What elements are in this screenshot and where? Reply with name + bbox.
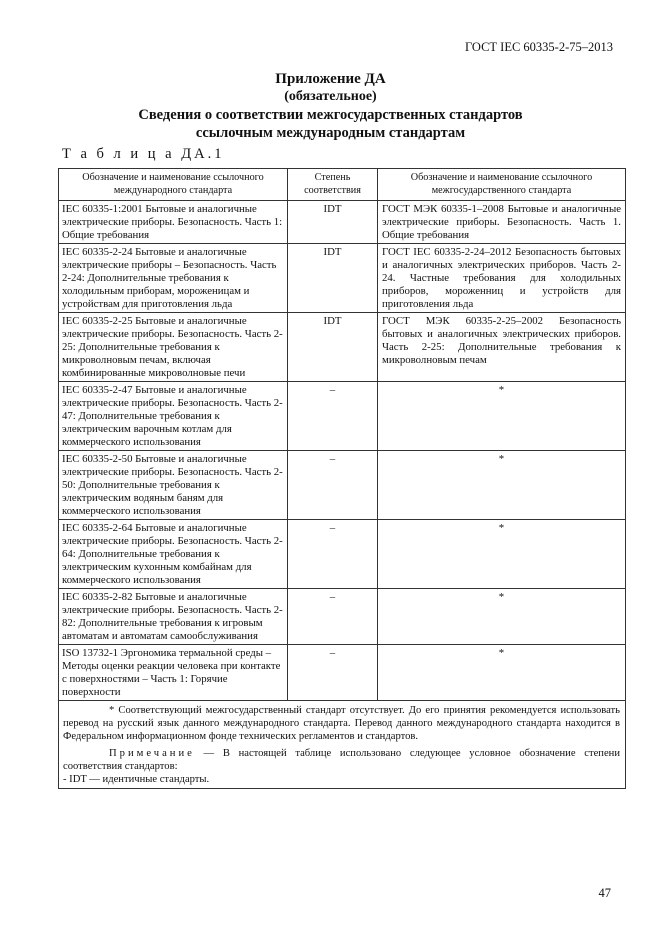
table-row <box>59 313 626 382</box>
degree-cell: – <box>288 520 378 589</box>
column-header-international: Обозначение и наименование ссылочного международного стандарта <box>59 169 288 201</box>
international-standard-cell: IEC 60335-1:2001 Бытовые и аналогичные электрические приборы. Безопасность. Часть 1: Общие требования <box>59 201 288 244</box>
international-standard-cell: IEC 60335-2-25 Бытовые и аналогичные электрические приборы. Безопасность. Часть 2-25: Дополнительные требования к микроволновым печам, включая комбинированные микроволновые печи <box>59 313 288 382</box>
national-standard-cell: * <box>378 645 626 701</box>
page-number: 47 <box>598 886 611 900</box>
column-header-degree: Степень соответствия <box>288 169 378 201</box>
international-standard-cell: IEC 60335-2-24 Бытовые и аналогичные электрические приборы – Безопасность. Часть 2-24: Дополнительные требования к холодильным приборам, мороженицам и устройствам для приготовления льда <box>59 244 288 313</box>
degree-cell: – <box>288 645 378 701</box>
column-header-national: Обозначение и наименование ссылочного межгосударственного стандарта <box>378 169 626 201</box>
annex-status: (обязательное) <box>284 89 377 104</box>
table-row <box>59 244 626 313</box>
national-standard-cell: ГОСТ IEC 60335-2-24–2012 Безопасность бытовых и аналогичных электрических приборов. Часть 2-24. Частные требования для холодильных приборов, мороженниц и устройств для приготовления льда <box>378 244 626 313</box>
degree-cell: – <box>288 382 378 451</box>
degree-cell: – <box>288 589 378 645</box>
table-footer-row <box>59 701 626 789</box>
annex-heading <box>0 70 661 142</box>
annex-subtitle-line2: ссылочным международным стандартам <box>195 125 466 141</box>
table-row <box>59 589 626 645</box>
national-standard-cell: * <box>378 451 626 520</box>
international-standard-cell: IEC 60335-2-50 Бытовые и аналогичные электрические приборы. Безопасность. Часть 2-50: Дополнительные требования к электрическим водяным баням для коммерческого использования <box>59 451 288 520</box>
table-row <box>59 520 626 589</box>
table-label: Т а б л и ц а ДА.1 <box>62 146 225 162</box>
table-row <box>59 451 626 520</box>
national-standard-cell: * <box>378 382 626 451</box>
international-standard-cell: IEC 60335-2-47 Бытовые и аналогичные электрические приборы. Безопасность. Часть 2-47: Дополнительные требования к электрическим варочным котлам для коммерческого использования <box>59 382 288 451</box>
international-standard-cell: IEC 60335-2-64 Бытовые и аналогичные электрические приборы. Безопасность. Часть 2-64: Дополнительные требования к электрическим кухонным комбайнам для коммерческого использования <box>59 520 288 589</box>
table-header-row <box>59 169 626 201</box>
table-row <box>59 382 626 451</box>
national-standard-cell: ГОСТ МЭК 60335-2-25–2002 Безопасность бытовых и аналогичных электрических приборов. Часть 2-25: Дополнительные требования к микроволновым печам <box>378 313 626 382</box>
degree-cell: IDT <box>288 313 378 382</box>
document-code: ГОСТ IEC 60335-2-75–2013 <box>464 40 613 54</box>
footnote-text: * Соответствующий межгосударственный стандарт отсутствует. До его принятия рекомендуется использовать перевод на русский язык данного международного стандарта. Перевод данного международного стандарта находится в Федеральном информационном фонде технических регламентов и стандартов. <box>63 705 620 742</box>
note-item: - IDT — идентичные стандарты. <box>63 774 210 785</box>
degree-cell: IDT <box>288 201 378 244</box>
table-row <box>59 645 626 701</box>
table-row <box>59 201 626 244</box>
annex-title: Приложение ДА <box>275 71 386 87</box>
note-text: — В настоящей таблице использовано следующее условное обозначение степени соответствия стандартов: <box>63 748 620 772</box>
national-standard-cell: * <box>378 520 626 589</box>
table-note <box>63 747 620 773</box>
degree-cell: IDT <box>288 244 378 313</box>
international-standard-cell: IEC 60335-2-82 Бытовые и аналогичные электрические приборы. Безопасность. Часть 2-82: Дополнительные требования к игровым автоматам и автоматам самообслуживания <box>59 589 288 645</box>
national-standard-cell: ГОСТ МЭК 60335-1–2008 Бытовые и аналогичные электрические приборы. Безопасность. Часть 1. Общие требования <box>378 201 626 244</box>
note-label: Примечание <box>109 748 195 759</box>
national-standard-cell: * <box>378 589 626 645</box>
table-footer <box>59 701 626 789</box>
degree-cell: – <box>288 451 378 520</box>
annex-subtitle-line1: Сведения о соответствии межгосударственных стандартов <box>138 107 523 123</box>
international-standard-cell: ISO 13732-1 Эргономика термальной среды – Методы оценки реакции человека при контакте с поверхностями – Часть 1: Горячие поверхности <box>59 645 288 701</box>
correspondence-table <box>58 168 626 789</box>
